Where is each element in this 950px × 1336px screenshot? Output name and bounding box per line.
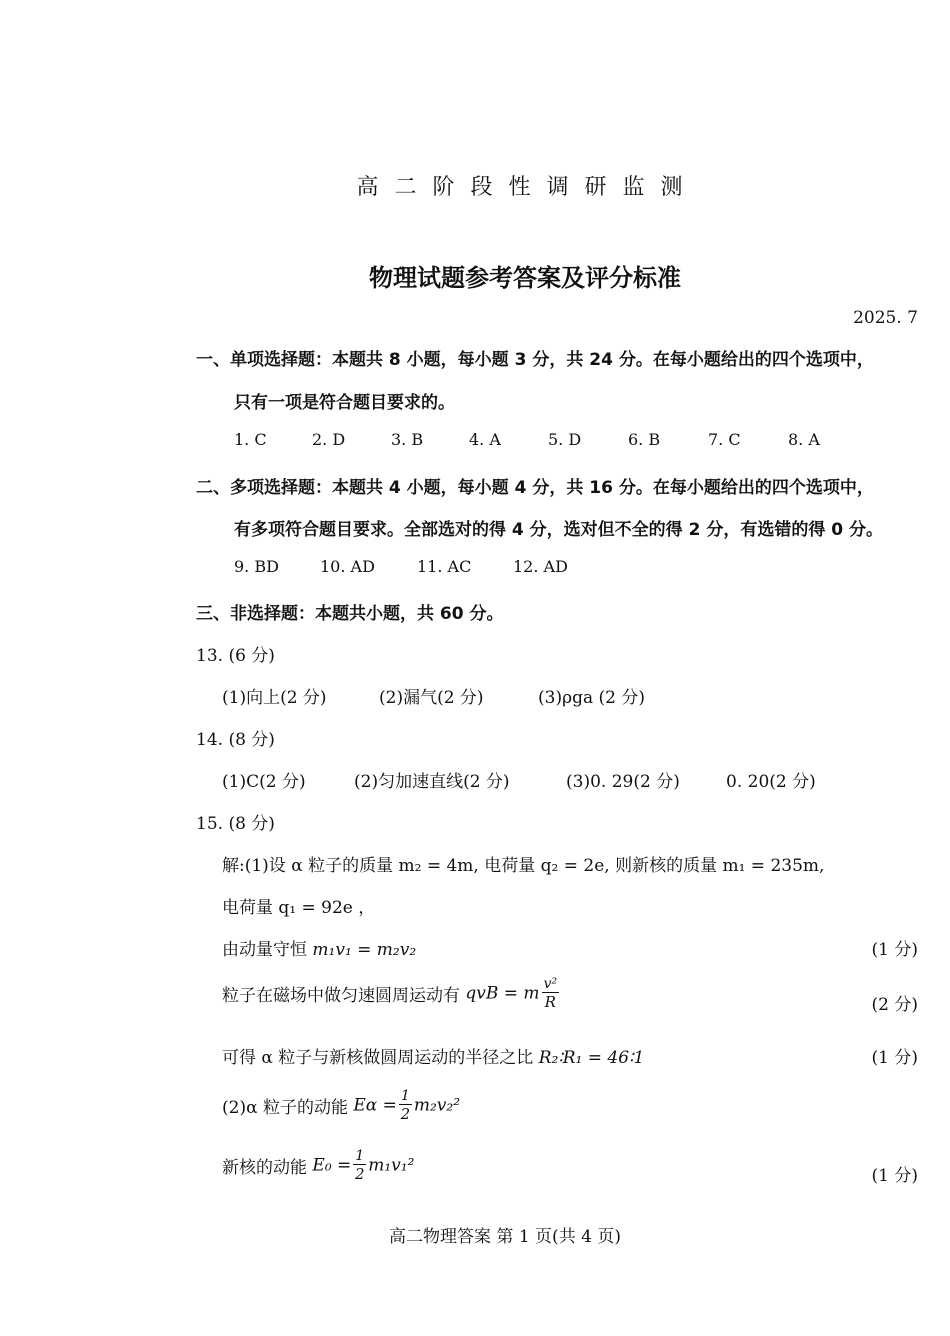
answer-item: 10. AD xyxy=(320,557,375,576)
exam-series-title: 高二阶段性调研监测 xyxy=(356,175,699,200)
answer-item: 11. AC xyxy=(417,557,472,576)
q15-momentum-text: 由动量守恒 xyxy=(222,940,313,960)
q13-part: (2)漏气(2 分) xyxy=(379,688,484,708)
q13-part: (3)ρga (2 分) xyxy=(538,688,645,708)
answer-item: 8. A xyxy=(788,430,820,449)
alpha-energy-left: Eα = xyxy=(353,1095,397,1116)
q14-answers xyxy=(222,767,816,792)
q15-label: 15. (8 分) xyxy=(196,814,275,834)
fraction-denominator: R xyxy=(544,993,556,1011)
q14-part: (2)匀加速直线(2 分) xyxy=(354,772,510,792)
q13-part: (1)向上(2 分) xyxy=(222,688,327,708)
section1-heading-cont: 只有一项是符合题目要求的。 xyxy=(234,393,455,413)
answer-item: 3. B xyxy=(391,430,424,449)
answer-item: 1. C xyxy=(234,430,267,449)
score-marker: (1 分) xyxy=(871,1166,918,1186)
velocity-radius-fraction xyxy=(542,976,560,1011)
lorentz-equation-left: qvB = m xyxy=(465,983,540,1004)
q15-solution-line1: 解:(1)设 α 粒子的质量 m₂ = 4m, 电荷量 q₂ = 2e, 则新核的质量 m₁ = 235m, xyxy=(222,856,825,876)
q13-label: 13. (6 分) xyxy=(196,646,275,666)
radius-ratio-equation: R₂∶R₁ = 46∶1 xyxy=(538,1048,645,1068)
answer-item: 7. C xyxy=(708,430,741,449)
q15-alpha-energy-text: (2)α 粒子的动能 xyxy=(222,1098,354,1118)
nucleus-energy-left: E₀ = xyxy=(312,1155,352,1176)
page-footer: 高二物理答案 第 1 页(共 4 页) xyxy=(389,1227,621,1247)
half-fraction xyxy=(353,1148,366,1183)
document-title: 物理试题参考答案及评分标准 xyxy=(369,264,681,292)
answer-item: 12. AD xyxy=(513,557,568,576)
answer-item: 9. BD xyxy=(234,557,279,576)
answer-item: 4. A xyxy=(469,430,501,449)
q15-nucleus-energy-line xyxy=(222,1148,414,1183)
fraction-numerator: 1 xyxy=(355,1148,365,1164)
section2-heading-cont: 有多项符合题目要求。全部选对的得 4 分，选对但不全的得 2 分，有选错的得 0 分。 xyxy=(234,520,883,540)
section1-heading: 一、单项选择题：本题共 8 小题，每小题 3 分，共 24 分。在每小题给出的四个选项中， xyxy=(196,350,874,370)
half-fraction xyxy=(399,1088,412,1123)
fraction-numerator: v² xyxy=(543,976,558,992)
nucleus-energy-right: m₁v₁² xyxy=(368,1155,415,1176)
fraction-denominator: 2 xyxy=(354,1165,365,1183)
q15-ratio-text: 可得 α 粒子与新核做圆周运动的半径之比 xyxy=(222,1048,539,1068)
document-date: 2025. 7 xyxy=(853,308,918,328)
fraction-numerator: 1 xyxy=(400,1088,410,1104)
q15-momentum-line xyxy=(222,935,416,960)
q15-solution-line2: 电荷量 q₁ = 92e ， xyxy=(222,898,376,918)
score-marker: (1 分) xyxy=(871,940,918,960)
q14-label: 14. (8 分) xyxy=(196,730,275,750)
alpha-energy-right: m₂v₂² xyxy=(413,1095,461,1116)
section3-heading: 三、非选择题：本题共小题，共 60 分。 xyxy=(196,604,504,624)
momentum-equation: m₁v₁ = m₂v₂ xyxy=(312,940,417,960)
answer-item: 2. D xyxy=(312,430,346,449)
q14-part: 0. 20(2 分) xyxy=(726,772,816,792)
score-marker: (2 分) xyxy=(871,995,918,1015)
q14-part: (1)C(2 分) xyxy=(222,772,306,792)
section2-heading: 二、多项选择题：本题共 4 小题，每小题 4 分，共 16 分。在每小题给出的四个选项中， xyxy=(196,478,874,498)
q13-answers xyxy=(222,683,645,708)
q15-circular-text: 粒子在磁场中做匀速圆周运动有 xyxy=(222,986,466,1006)
q15-nucleus-energy-text: 新核的动能 xyxy=(222,1158,313,1178)
q14-part: (3)0. 29(2 分) xyxy=(566,772,680,792)
score-marker: (1 分) xyxy=(871,1048,918,1068)
section1-answers xyxy=(234,430,820,449)
section2-answers xyxy=(234,557,568,576)
q15-circular-motion-line xyxy=(222,976,561,1011)
fraction-denominator: 2 xyxy=(400,1105,411,1123)
answer-item: 5. D xyxy=(548,430,582,449)
answer-item: 6. B xyxy=(628,430,661,449)
q15-alpha-energy-line xyxy=(222,1088,460,1123)
q15-radius-ratio-line xyxy=(222,1043,644,1068)
